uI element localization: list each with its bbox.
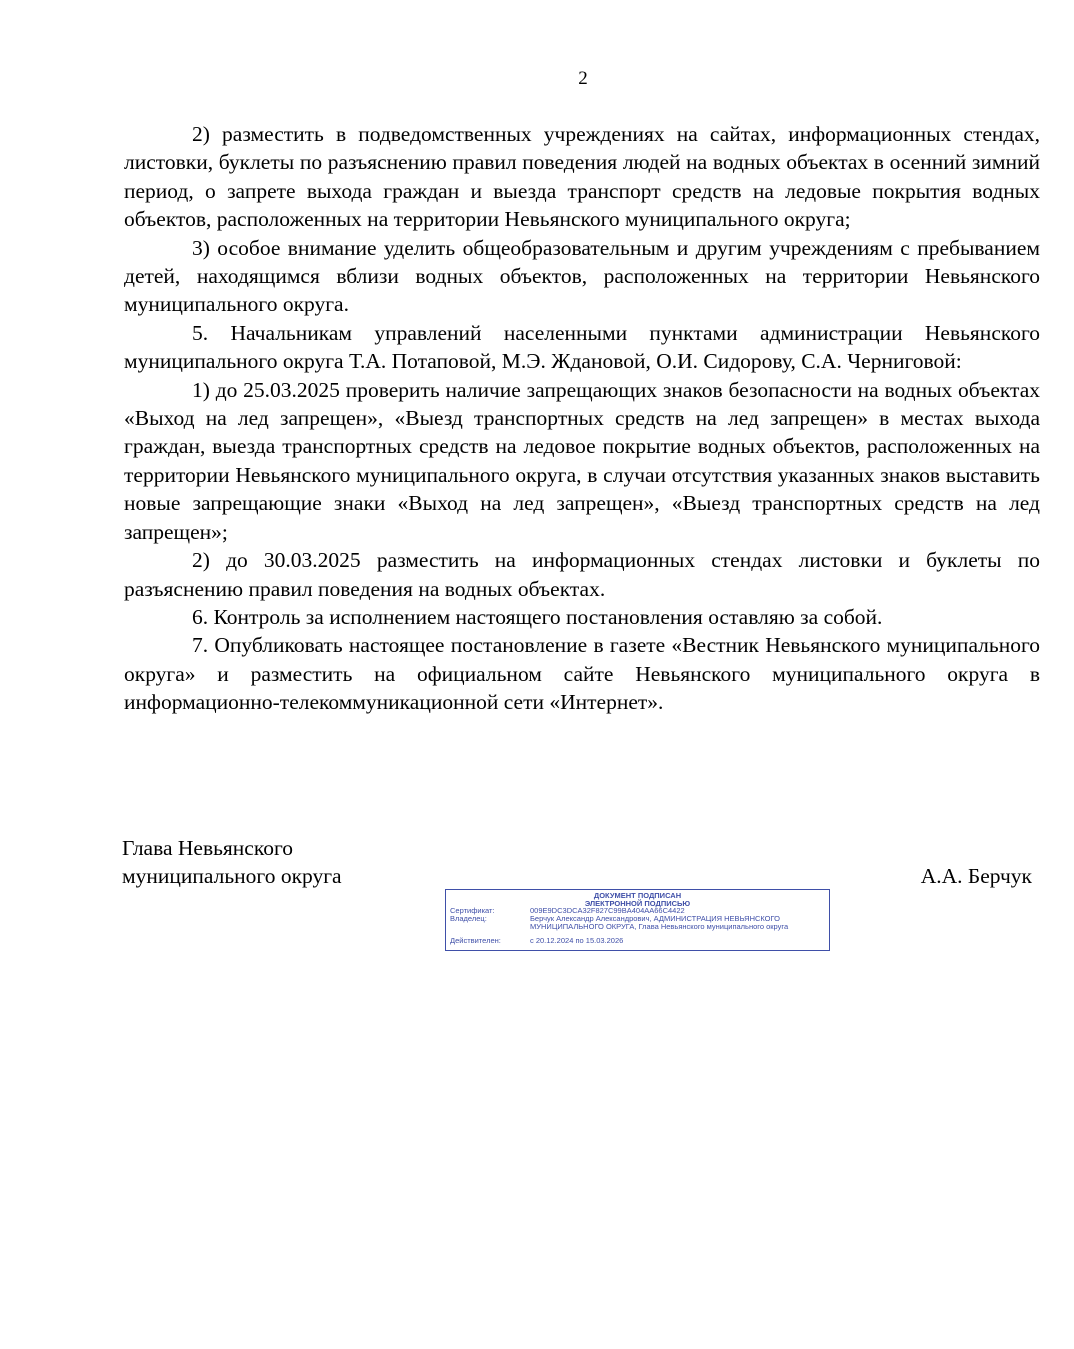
- stamp-owner-value: Берчук Александр Александрович, АДМИНИСТРАЦИЯ НЕВЬЯНСКОГО МУНИЦИПАЛЬНОГО ОКРУГА, Глава Невьянского муниципального округа: [530, 914, 789, 931]
- stamp-owner-label: Владелец:: [450, 914, 487, 923]
- signatory-title-line1: Глава Невьянского: [122, 836, 293, 860]
- stamp-cert-label: Сертификат:: [450, 906, 495, 915]
- electronic-signature-stamp: [445, 889, 830, 951]
- stamp-title-line1: ДОКУМЕНТ ПОДПИСАН: [593, 891, 682, 900]
- signatory-title: [122, 834, 1032, 890]
- paragraph-clause-6: 6. Контроль за исполнением настоящего постановления оставляю за собой.: [192, 604, 883, 629]
- paragraph-item-2-websites: 2) разместить в подведомственных учреждениях на сайтах, информационных стендах, листовки, буклеты по разъяснению правил поведения людей на водных объектах в осенний зимний период, о запрете выхода граждан и выезда транспорт средств на ледовые покрытия водных объектов, расположенных на территории Невьянского муниципального округа;: [124, 122, 1040, 232]
- stamp-valid-row: [450, 937, 825, 945]
- paragraph-item-3-children: 3) особое внимание уделить общеобразовательным и другим учреждениям с пребыванием детей, находящимся вблизи водных объектов, расположенных на территории Невьянского муниципального округа.: [124, 235, 1040, 317]
- stamp-valid-label: Действителен:: [450, 936, 501, 945]
- signatory-name: А.А. Берчук: [920, 864, 1032, 888]
- stamp-valid-value: с 20.12.2024 по 15.03.2026: [530, 936, 624, 945]
- stamp-cert-value: 009E9DC3DCA32F827C99BA404AA66C4422: [530, 906, 685, 915]
- paragraph-clause-7: 7. Опубликовать настоящее постановление в газете «Вестник Невьянского муниципального округа» и разместить на официальном сайте Невьянского муниципального округа в информационно-телекоммуникационной сети «Интернет».: [124, 633, 1040, 715]
- signature-block: [122, 834, 1032, 890]
- page-number: 2: [578, 68, 588, 89]
- paragraph-clause-5: 5. Начальникам управлений населенными пунктами администрации Невьянского муниципального округа Т.А. Потаповой, М.Э. Ждановой, О.И. Сидорову, С.А. Черниговой:: [124, 320, 1040, 374]
- signatory-title-line2: муниципального округа: [122, 864, 342, 888]
- paragraph-item-1-signs: 1) до 25.03.2025 проверить наличие запрещающих знаков безопасности на водных объектах «Выход на лед запрещен», «Выезд транспортных средств на лед запрещен» в местах выхода граждан, выезда транспортных средств на ледовое покрытие водных объектов, расположенных на территории Невьянского муниципального округа, в случаи отсутствия указанных знаков выставить новые запрещающие знаки «Выход на лед запрещен», «Выезд транспортных средств на лед запрещен»;: [124, 377, 1040, 544]
- stamp-owner-row: [450, 915, 825, 931]
- stamp-title-line2: ЭЛЕКТРОННОЙ ПОДПИСЬЮ: [584, 898, 691, 908]
- paragraph-item-2-leaflets: 2) до 30.03.2025 разместить на информационных стендах листовки и буклеты по разъяснению правил поведения на водных объектах.: [124, 548, 1040, 601]
- document-body: [124, 120, 1040, 717]
